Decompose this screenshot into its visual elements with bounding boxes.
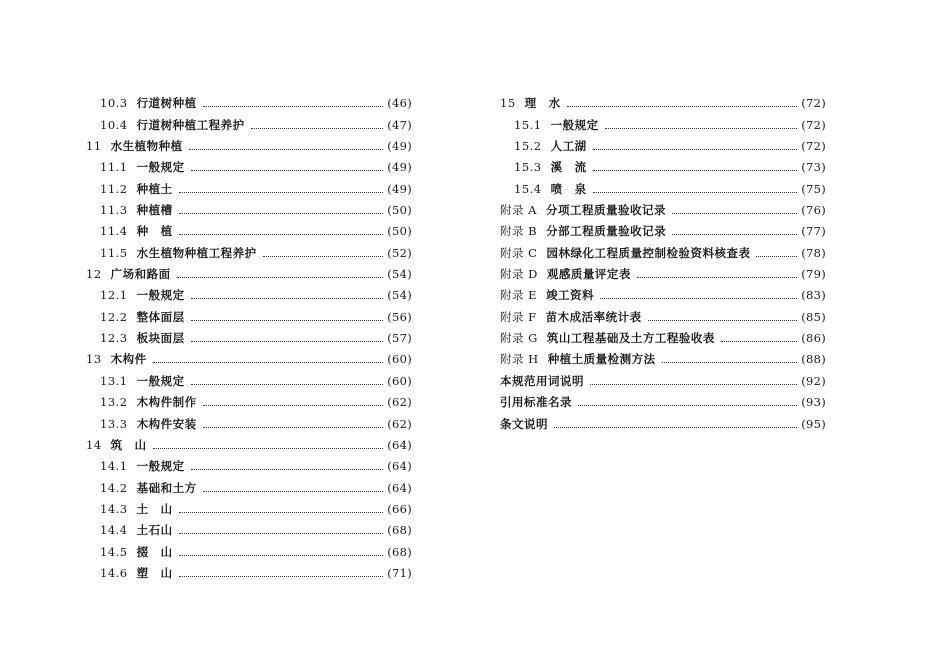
toc-entry-title: 一般规定: [136, 459, 185, 474]
toc-entry-page: (46): [387, 96, 412, 111]
toc-entry[interactable]: [86, 473, 412, 494]
toc-leader-dots: [189, 148, 384, 150]
toc-entry[interactable]: [86, 89, 412, 110]
toc-entry-title: 木构件制作: [136, 395, 197, 410]
toc-entry-title: 条文说明: [500, 416, 548, 431]
toc-entry-page: (92): [801, 373, 826, 388]
toc-entry-title: 筑 山: [110, 437, 147, 452]
toc-leader-dots: [263, 255, 384, 257]
toc-entry-title: 筑山工程基础及土方工程验收表: [546, 331, 715, 346]
toc-leader-dots: [567, 105, 798, 107]
toc-entry-page: (49): [387, 160, 412, 175]
toc-entry-number: 13.3: [100, 416, 128, 431]
toc-entry-page: (54): [387, 267, 412, 282]
toc-entry-title: 分项工程质量验收记录: [545, 203, 666, 218]
toc-entry-page: (75): [801, 181, 826, 196]
toc-entry-number: 11.5: [100, 245, 128, 260]
toc-entry-title: 引用标准名录: [500, 395, 572, 410]
toc-entry-number: 15.2: [514, 139, 542, 154]
toc-leader-dots: [179, 554, 384, 556]
toc-entry-number: 12.2: [100, 309, 128, 324]
toc-entry[interactable]: [500, 153, 826, 174]
toc-entry-page: (83): [801, 288, 826, 303]
toc-entry[interactable]: [86, 516, 412, 537]
toc-entry-page: (56): [387, 309, 412, 324]
toc-entry[interactable]: [86, 431, 412, 452]
toc-leader-dots: [637, 276, 797, 278]
toc-entry-title: 土 山: [136, 501, 173, 516]
toc-entry-number: 14.1: [100, 459, 128, 474]
toc-entry[interactable]: [500, 324, 826, 345]
toc-entry-title: 本规范用词说明: [500, 373, 584, 388]
toc-entry-page: (62): [387, 395, 412, 410]
toc-entry[interactable]: [86, 132, 412, 153]
toc-entry-title: 土石山: [136, 523, 173, 538]
toc-entry-number: 11.1: [100, 160, 128, 175]
toc-leader-dots: [203, 105, 384, 107]
toc-entry[interactable]: [500, 110, 826, 131]
toc-leader-dots: [203, 490, 384, 492]
toc-leader-dots: [191, 319, 384, 321]
toc-entry-page: (95): [801, 416, 826, 431]
toc-entry-number: 14: [86, 437, 102, 452]
toc-entry-page: (85): [801, 309, 826, 324]
toc-entry[interactable]: [500, 217, 826, 238]
toc-entry-page: (72): [801, 139, 826, 154]
toc-entry-number: 11.3: [100, 203, 128, 218]
toc-entry[interactable]: [86, 366, 412, 387]
toc-leader-dots: [203, 404, 384, 406]
toc-entry-title: 苗木成活率统计表: [545, 309, 642, 324]
toc-entry-title: 溪 流: [550, 160, 587, 175]
toc-entry-title: 水生植物种植: [110, 139, 183, 154]
toc-entry-page: (68): [387, 544, 412, 559]
toc-entry-number: 12: [86, 267, 102, 282]
toc-entry-number: 15.4: [514, 181, 542, 196]
toc-entry-title: 观感质量评定表: [546, 267, 631, 282]
toc-entry-page: (72): [801, 117, 826, 132]
toc-entry-page: (50): [387, 224, 412, 239]
toc-entry-page: (72): [801, 96, 826, 111]
toc-entry[interactable]: [500, 388, 826, 409]
toc-entry-title: 理 水: [524, 96, 561, 111]
toc-entry[interactable]: [86, 559, 412, 580]
toc-entry[interactable]: [500, 260, 826, 281]
toc-leader-dots: [662, 361, 798, 363]
toc-leader-dots: [605, 127, 798, 129]
toc-entry[interactable]: [86, 110, 412, 131]
toc-entry-number: 附录 H: [500, 352, 539, 367]
toc-entry-page: (76): [801, 203, 826, 218]
toc-entry-number: 13.2: [100, 395, 128, 410]
toc-entry-number: 附录 E: [500, 288, 538, 303]
toc-entry-title: 园林绿化工程质量控制检验资料核查表: [546, 245, 751, 260]
toc-entry-number: 14.6: [100, 565, 128, 580]
toc-entry[interactable]: [500, 281, 826, 302]
toc-entry-page: (64): [387, 459, 412, 474]
toc-entry-title: 种植槽: [136, 203, 173, 218]
toc-entry[interactable]: [86, 537, 412, 558]
toc-entry[interactable]: [86, 302, 412, 323]
toc-entry[interactable]: [500, 174, 826, 195]
toc-leader-dots: [756, 255, 797, 257]
toc-entry[interactable]: [500, 238, 826, 259]
toc-entry[interactable]: [86, 217, 412, 238]
toc-leader-dots: [179, 532, 384, 534]
toc-entry-page: (50): [387, 203, 412, 218]
toc-entry-title: 一般规定: [136, 160, 185, 175]
toc-entry-page: (88): [801, 352, 826, 367]
toc-leader-dots: [593, 191, 798, 193]
toc-entry-title: 木构件: [110, 352, 147, 367]
toc-entry-page: (79): [801, 267, 826, 282]
toc-leader-dots: [191, 297, 384, 299]
toc-entry-page: (49): [387, 139, 412, 154]
toc-entry-page: (66): [387, 501, 412, 516]
toc-entry-page: (73): [801, 160, 826, 175]
toc-entry-page: (78): [801, 245, 826, 260]
toc-entry-number: 14.5: [100, 544, 128, 559]
toc-entry-number: 15: [500, 96, 516, 111]
toc-entry[interactable]: [500, 409, 826, 430]
toc-leader-dots: [593, 148, 798, 150]
toc-leader-dots: [600, 297, 797, 299]
toc-entry-title: 行道树种植工程养护: [136, 117, 245, 132]
toc-leader-dots: [251, 127, 384, 129]
toc-entry-number: 11.2: [100, 181, 128, 196]
toc-entry-number: 12.1: [100, 288, 128, 303]
toc-leader-dots: [554, 426, 797, 428]
toc-entry-number: 附录 B: [500, 224, 538, 239]
toc-entry-page: (93): [801, 395, 826, 410]
toc-entry-number: 附录 F: [500, 309, 537, 324]
toc-entry[interactable]: [500, 345, 826, 366]
toc-entry-title: 种植土: [136, 181, 173, 196]
toc-entry-page: (77): [801, 224, 826, 239]
toc-entry[interactable]: [86, 409, 412, 430]
toc-leader-dots: [672, 212, 797, 214]
toc-leader-dots: [177, 276, 384, 278]
toc-entry[interactable]: [500, 132, 826, 153]
toc-entry[interactable]: [500, 302, 826, 323]
toc-right-column: [500, 89, 826, 431]
toc-entry[interactable]: [500, 196, 826, 217]
toc-entry-number: 15.3: [514, 160, 542, 175]
toc-entry-number: 15.1: [514, 117, 542, 132]
toc-entry-number: 10.4: [100, 117, 128, 132]
toc-entry-number: 14.4: [100, 523, 128, 538]
toc-entry-title: 种 植: [136, 224, 173, 239]
toc-entry-title: 塑 山: [136, 565, 173, 580]
toc-entry-title: 种植土质量检测方法: [547, 352, 656, 367]
toc-entry-page: (64): [387, 437, 412, 452]
toc-entry-page: (47): [387, 117, 412, 132]
toc-entry[interactable]: [86, 345, 412, 366]
toc-leader-dots: [590, 383, 797, 385]
toc-entry-number: 13: [86, 352, 102, 367]
toc-entry-page: (57): [387, 331, 412, 346]
toc-entry-title: 人工湖: [550, 139, 587, 154]
toc-leader-dots: [179, 511, 384, 513]
toc-leader-dots: [191, 169, 384, 171]
toc-entry[interactable]: [86, 174, 412, 195]
toc-entry[interactable]: [86, 495, 412, 516]
toc-leader-dots: [179, 233, 384, 235]
toc-entry-title: 基础和土方: [136, 480, 197, 495]
toc-entry[interactable]: [500, 366, 826, 387]
toc-leader-dots: [648, 319, 798, 321]
toc-entry-title: 分部工程质量验收记录: [546, 224, 667, 239]
toc-entry-page: (64): [387, 480, 412, 495]
toc-entry-title: 掇 山: [136, 544, 173, 559]
toc-left-column: [86, 89, 412, 580]
toc-leader-dots: [672, 233, 797, 235]
toc-entry-page: (49): [387, 181, 412, 196]
toc-leader-dots: [191, 383, 384, 385]
toc-entry-number: 附录 D: [500, 267, 538, 282]
toc-entry[interactable]: [86, 196, 412, 217]
toc-entry-number: 11: [86, 139, 102, 154]
toc-leader-dots: [179, 212, 384, 214]
toc-entry[interactable]: [86, 153, 412, 174]
toc-entry-page: (52): [387, 245, 412, 260]
toc-entry-page: (60): [387, 352, 412, 367]
toc-entry[interactable]: [86, 238, 412, 259]
toc-entry-number: 附录 A: [500, 203, 537, 218]
toc-entry-title: 行道树种植: [136, 96, 197, 111]
toc-leader-dots: [179, 575, 384, 577]
toc-entry-number: 14.3: [100, 501, 128, 516]
toc-entry-page: (62): [387, 416, 412, 431]
toc-entry-title: 一般规定: [550, 117, 599, 132]
toc-leader-dots: [191, 340, 384, 342]
toc-leader-dots: [153, 361, 384, 363]
toc-entry-page: (60): [387, 373, 412, 388]
toc-entry-title: 木构件安装: [136, 416, 197, 431]
toc-entry-page: (71): [387, 565, 412, 580]
toc-leader-dots: [191, 468, 384, 470]
toc-entry[interactable]: [86, 281, 412, 302]
toc-entry-number: 14.2: [100, 480, 128, 495]
toc-leader-dots: [578, 404, 797, 406]
toc-entry[interactable]: [86, 324, 412, 345]
toc-leader-dots: [593, 169, 798, 171]
toc-entry-number: 附录 C: [500, 245, 538, 260]
toc-entry-number: 10.3: [100, 96, 128, 111]
toc-entry-title: 竣工资料: [546, 288, 595, 303]
toc-entry-title: 喷 泉: [550, 181, 587, 196]
toc-entry-title: 广场和路面: [110, 267, 171, 282]
toc-entry-page: (86): [801, 331, 826, 346]
toc-entry-title: 水生植物种植工程养护: [136, 245, 257, 260]
toc-entry-title: 整体面层: [136, 309, 185, 324]
toc-entry-page: (68): [387, 523, 412, 538]
toc-entry[interactable]: [500, 89, 826, 110]
toc-entry-number: 12.3: [100, 331, 128, 346]
toc-entry-title: 一般规定: [136, 288, 185, 303]
toc-entry-number: 13.1: [100, 373, 128, 388]
toc-entry-number: 11.4: [100, 224, 128, 239]
toc-entry-page: (54): [387, 288, 412, 303]
toc-leader-dots: [179, 191, 384, 193]
toc-leader-dots: [721, 340, 797, 342]
toc-entry[interactable]: [86, 260, 412, 281]
toc-entry[interactable]: [86, 388, 412, 409]
toc-entry[interactable]: [86, 452, 412, 473]
toc-leader-dots: [153, 447, 384, 449]
toc-entry-title: 板块面层: [136, 331, 185, 346]
toc-entry-number: 附录 G: [500, 331, 538, 346]
toc-leader-dots: [203, 426, 384, 428]
toc-entry-title: 一般规定: [136, 373, 185, 388]
